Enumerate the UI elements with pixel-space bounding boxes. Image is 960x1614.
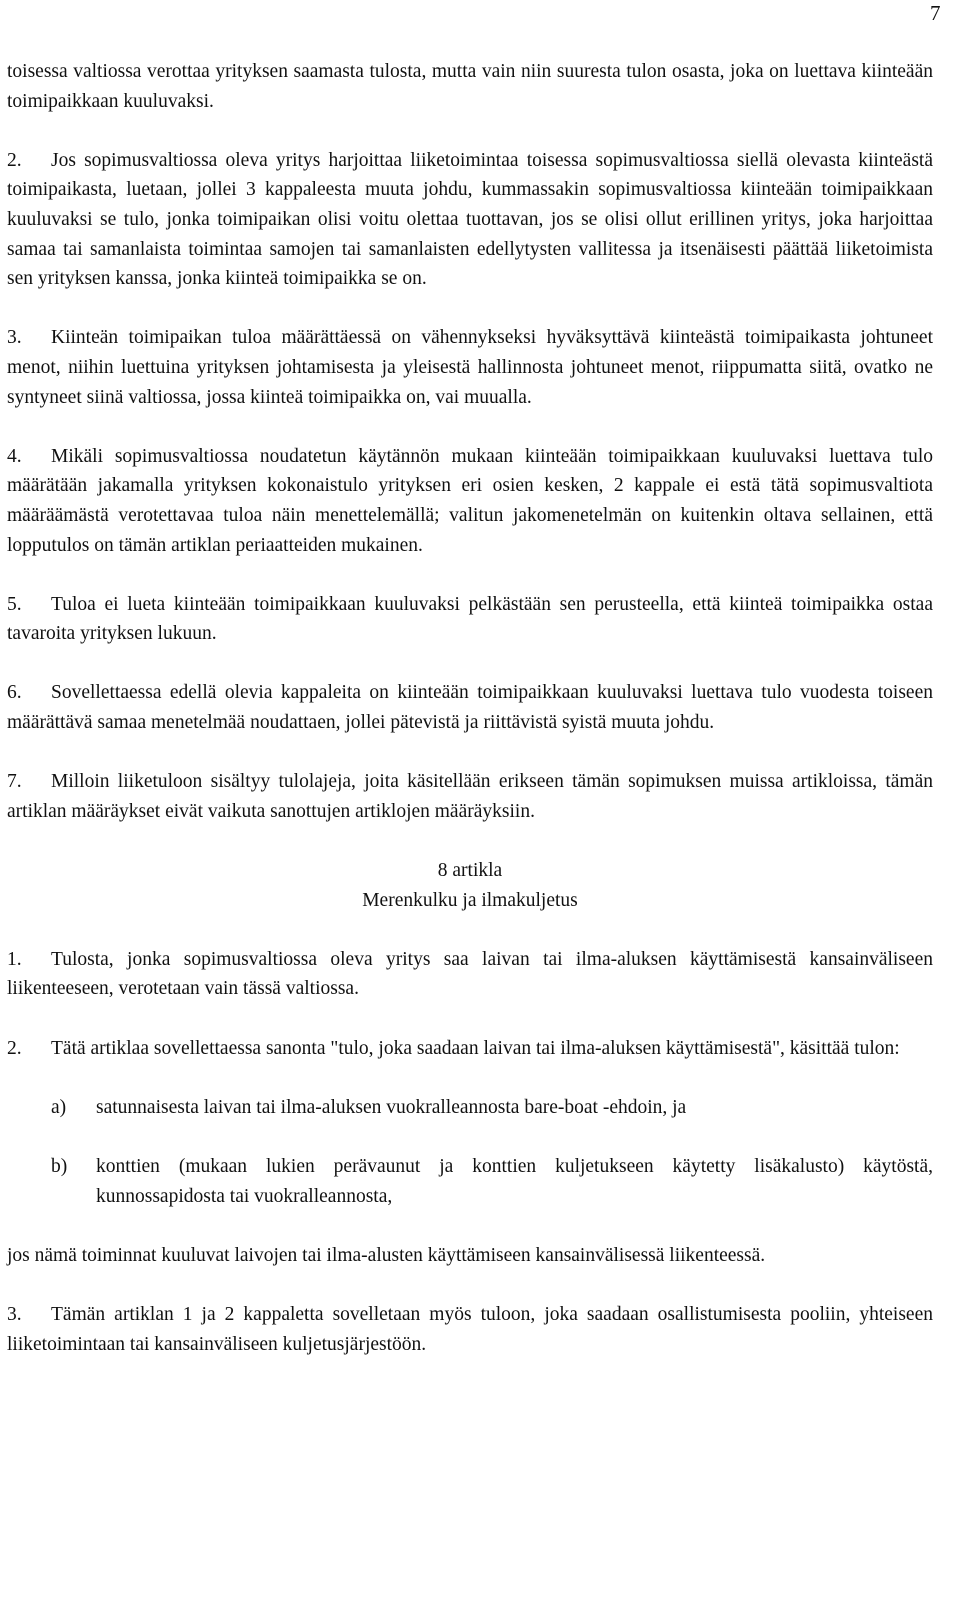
article-title: Merenkulku ja ilmakuljetus	[362, 889, 578, 911]
paragraph-text: Jos sopimusvaltiossa oleva yritys harjoittaa liiketoimintaa toisessa sopimusvaltiossa siellä olevasta kiinteästä toimipaikasta, luetaan, jollei 3 kappaleesta muuta johdu, kummassakin sopimusvaltiossa kiinteään toimipaikkaan kuuluvaksi se tulo, jonka toimipaikan olisi voitu olettaa tuottavan, jos se olisi ollut erillinen yritys, joka harjoittaa samaa tai samanlaista toimintaa samojen tai samanlaisten edellytysten vallitessa ja itsenäisesti päättää liiketoimista sen yrityksen kanssa, jonka kiinteä toimipaikka se on.	[7, 149, 933, 290]
document-body	[7, 57, 933, 1359]
paragraph-text: Milloin liiketuloon sisältyy tulolajeja, joita käsitellään erikseen tämän sopimuksen muissa artikloissa, tämän artiklan määräykset eivät vaikuta sanottujen artiklojen määräyksiin.	[7, 771, 933, 822]
paragraph-6	[7, 678, 933, 737]
paragraph-3	[7, 323, 933, 412]
article-heading	[7, 856, 933, 915]
paragraph-7	[7, 767, 933, 826]
article-paragraph-2-tail	[7, 1241, 933, 1271]
paragraph-number: 6.	[7, 682, 22, 704]
paragraph-number: 3.	[7, 327, 22, 349]
paragraph-text: Kiinteän toimipaikan tuloa määrättäessä on vähennykseksi hyväksyttävä kiinteästä toimipaikasta johtuneet menot, niihin luettuina yrityksen johtamisesta ja yleisestä hallinnosta johtuneet menot, riippumatta siitä, ovatko ne syntyneet siinä valtiossa, jossa kiinteä toimipaikka on, vai muualla.	[7, 327, 933, 408]
paragraph-text: Tätä artiklaa sovellettaessa sanonta "tulo, joka saadaan laivan tai ilma-aluksen käyttämisestä", käsittää tulon:	[51, 1037, 900, 1059]
paragraph-text: Tulosta, jonka sopimusvaltiossa oleva yritys saa laivan tai ilma-aluksen käyttämisestä kansainväliseen liikenteeseen, verotetaan vain tässä valtiossa.	[7, 948, 933, 1000]
list-item-b	[7, 1152, 933, 1211]
article-paragraph-3	[7, 1300, 933, 1359]
list-item-text: konttien (mukaan lukien perävaunut ja konttien kuljetukseen käytetty lisäkalusto) käytöstä, kunnossapidosta tai vuokralleannosta,	[96, 1155, 933, 1207]
list-item-a	[7, 1093, 933, 1123]
paragraph-number: 2.	[7, 1037, 22, 1059]
paragraph-number: 1.	[7, 948, 22, 970]
list-item-letter: a)	[51, 1096, 67, 1118]
list-item-text: satunnaisesta laivan tai ilma-aluksen vuokralleannosta bare-boat -ehdoin, ja	[96, 1096, 687, 1118]
paragraph-5	[7, 590, 933, 649]
paragraph-2	[7, 146, 933, 294]
article-paragraph-1	[7, 945, 933, 1004]
paragraph-continuation	[7, 57, 933, 116]
paragraph-text: Mikäli sopimusvaltiossa noudatetun käytännön mukaan kiinteään toimipaikkaan kuuluvaksi luettava tulo määrätään jakamalla yrityksen kokonaistulo yrityksen eri osien kesken, 2 kappale ei estä tätä sopimusvaltiota määräämästä verotettavaa tuloa näin menettelemällä; valitun jakomenetelmän on kuitenkin oltava sellainen, että lopputulos on tämän artiklan periaatteiden mukainen.	[7, 445, 933, 556]
paragraph-number: 7.	[7, 771, 22, 793]
list-item-letter: b)	[51, 1155, 68, 1177]
paragraph-text: toisessa valtiossa verottaa yrityksen saamasta tulosta, mutta vain niin suuresta tulon osasta, joka on luettava kiinteään toimipaikkaan kuuluvaksi.	[7, 61, 933, 112]
paragraph-text: Sovellettaessa edellä olevia kappaleita on kiinteään toimipaikkaan kuuluvaksi luettava tulo vuodesta toiseen määrättävä samaa menetelmää noudattaen, jollei pätevistä ja riittävistä syistä muuta johdu.	[7, 682, 933, 734]
article-number: 8 artikla	[437, 860, 503, 882]
paragraph-4	[7, 442, 933, 560]
paragraph-text: Tämän artiklan 1 ja 2 kappaletta sovelletaan myös tuloon, joka saadaan osallistumisesta pooliin, yhteiseen liiketoimintaan tai kansainväliseen kuljetusjärjestöön.	[7, 1303, 933, 1355]
paragraph-number: 5.	[7, 593, 22, 615]
paragraph-text: Tuloa ei lueta kiinteään toimipaikkaan kuuluvaksi pelkästään sen perusteella, että kiinteä toimipaikka ostaa tavaroita yrityksen lukuun.	[7, 593, 933, 645]
paragraph-number: 4.	[7, 445, 22, 467]
paragraph-number: 3.	[7, 1303, 22, 1325]
paragraph-number: 2.	[7, 149, 22, 171]
article-paragraph-2	[7, 1034, 933, 1064]
page-number: 7	[930, 1, 941, 25]
paragraph-text: jos nämä toiminnat kuuluvat laivojen tai ilma-alusten käyttämiseen kansainvälisessä liikenteessä.	[7, 1244, 766, 1266]
